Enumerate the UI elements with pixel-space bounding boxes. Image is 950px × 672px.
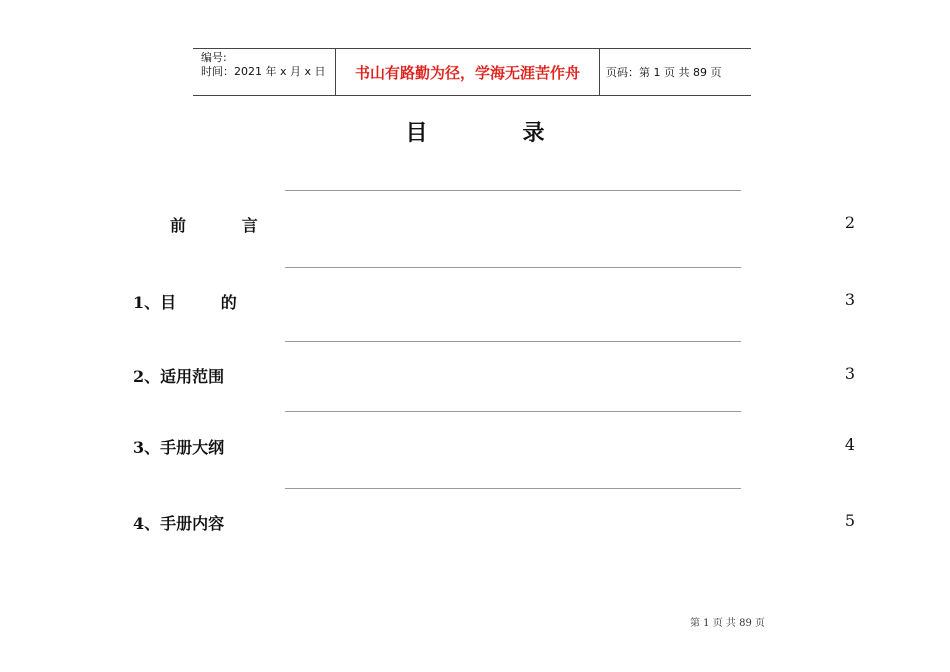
toc-entry[interactable] — [0, 511, 950, 533]
toc-entry-label: 2、适用范围 — [133, 367, 225, 386]
header-page-cell — [600, 49, 751, 95]
document-header — [193, 48, 751, 96]
toc-entry-page: 2 — [844, 213, 855, 232]
toc-entry-page: 4 — [844, 435, 855, 454]
toc-divider — [285, 341, 741, 342]
header-meta-cell — [193, 49, 336, 95]
header-motto-cell — [336, 49, 600, 95]
toc-entry-label: 1、目 的 — [133, 293, 237, 312]
toc-entry-page: 3 — [844, 290, 855, 309]
toc-divider — [285, 190, 741, 191]
document-date: 时间：2021 年 x 月 x 日 — [201, 65, 326, 78]
document-number-label: 编号: — [201, 51, 227, 64]
toc-entry[interactable] — [0, 290, 950, 312]
toc-entry[interactable] — [0, 435, 950, 457]
toc-entry[interactable] — [0, 364, 950, 386]
toc-entry-label: 4、手册内容 — [133, 514, 225, 533]
header-motto: 书山有路勤为径，学海无涯苦作舟 — [354, 63, 580, 82]
toc-entry-label: 3、手册大纲 — [133, 438, 225, 457]
toc-entry-label: 前 言 — [170, 216, 258, 235]
page-title — [0, 116, 950, 147]
title-char-1: 目 — [405, 120, 428, 146]
toc-divider — [285, 488, 741, 489]
page-footer: 第 1 页 共 89 页 — [690, 618, 765, 629]
toc-entry-page: 3 — [844, 364, 855, 383]
title-char-2: 录 — [522, 120, 545, 146]
toc-entry-page: 5 — [844, 511, 855, 530]
toc-divider — [285, 411, 741, 412]
toc-entry[interactable] — [0, 213, 950, 235]
header-page-info: 页码：第 1 页 共 89 页 — [606, 66, 722, 79]
toc-divider — [285, 267, 741, 268]
